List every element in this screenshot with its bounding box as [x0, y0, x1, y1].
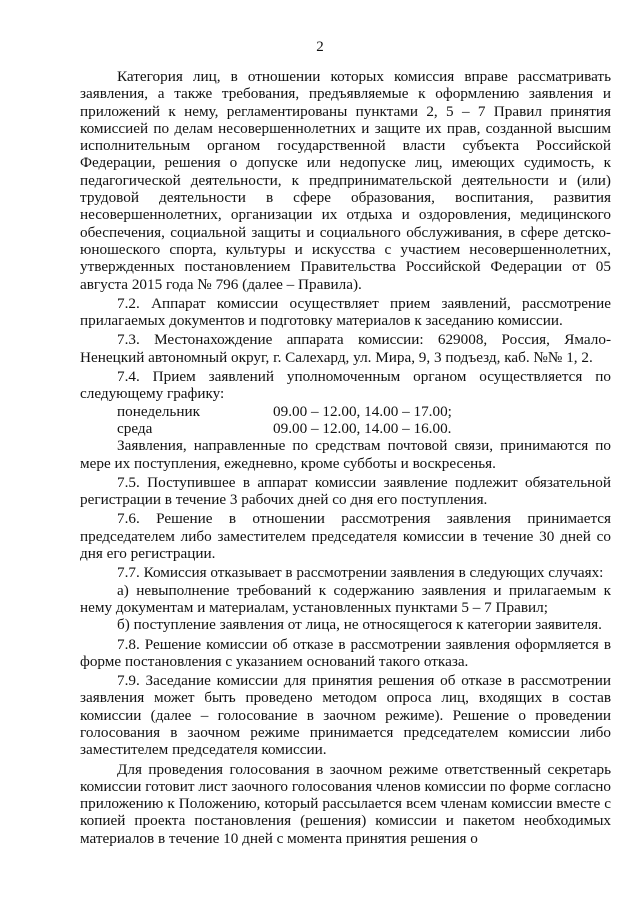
paragraph-applicant-category: Категория лиц, в отношении которых комиссия вправе рассматривать заявления, а также требования, предъявляемые к оформлению заявления и приложений к нему, регламентированы пунктами 2, 5 – 7 Правил принятия комиссией по делам несовершеннолетних и защите их прав, созданной высшим исполнительным органом государственной власти субъекта Российской Федерации, решения о допуске или недопуске лиц, имеющих судимость, к педагогической деятельности, к предпринимательской деятельности и (или) трудовой деятельности в сфере образования, воспитания, развития несовершеннолетних, организации их отдыха и оздоровления, медицинского обеспечения, социальной защиты и социального обслуживания, в сфере детско-юношеского спорта, культуры и искусства с участием несовершеннолетних, утвержденных постановлением Правительства Российской Федерации от 05 августа 2015 года № 796 (далее – Правила).	[80, 68, 611, 293]
paragraph-7-2: 7.2. Аппарат комиссии осуществляет прием заявлений, рассмотрение прилагаемых документов и подготовку материалов к заседанию комиссии.	[80, 294, 611, 330]
reception-schedule	[80, 403, 611, 438]
schedule-row	[80, 403, 611, 420]
paragraph-7-6: 7.6. Решение в отношении рассмотрения заявления принимается председателем либо заместителем председателя комиссии в течение 30 дней со дня его регистрации.	[80, 510, 611, 563]
paragraph-7-7: 7.7. Комиссия отказывает в рассмотрении заявления в следующих случаях:	[117, 564, 604, 582]
document-body	[80, 68, 611, 847]
paragraph-mail-applications: Заявления, направленные по средствам почтовой связи, принимаются по мере их поступления, ежедневно, кроме субботы и воскресенья.	[80, 437, 611, 472]
paragraph-7-5: 7.5. Поступившее в аппарат комиссии заявление подлежит обязательной регистрации в течение 3 рабочих дней со дня его поступления.	[80, 473, 611, 509]
schedule-day: среда	[117, 419, 153, 437]
paragraph-7-3: 7.3. Местонахождение аппарата комиссии: 629008, Россия, Ямало-Ненецкий автономный округ, г. Салехард, ул. Мира, 9, 3 подъезд, каб. №№ 1, 2.	[80, 331, 611, 366]
paragraph-7-9: 7.9. Заседание комиссии для принятия решения об отказе в рассмотрении заявления может быть проведено методом опроса лиц, входящих в состав комиссии (далее – голосование в заочном режиме). Решение о проведении голосования в заочном режиме принимается председателем комиссии либо заместителем председателя комиссии.	[80, 672, 611, 759]
schedule-row	[80, 420, 611, 437]
schedule-day: понедельник	[117, 402, 200, 420]
paragraph-7-4: 7.4. Прием заявлений уполномоченным органом осуществляется по следующему графику:	[80, 368, 611, 403]
paragraph-7-7-b: б) поступление заявления от лица, не относящегося к категории заявителя.	[117, 616, 602, 634]
schedule-time: 09.00 – 12.00, 14.00 – 17.00;	[273, 402, 452, 420]
paragraph-absentee-voting: Для проведения голосования в заочном режиме ответственный секретарь комиссии готовит лист заочного голосования членов комиссии по форме согласно приложению к Положению, который рассылается всем членам комиссии вместе с копией проекта постановления (решения) комиссии и пакетом необходимых материалов в течение 10 дней с момента принятия решения о	[80, 760, 611, 847]
paragraph-7-8: 7.8. Решение комиссии об отказе в рассмотрении заявления оформляется в форме постановления с указанием оснований такого отказа.	[80, 635, 611, 670]
page-number: 2	[316, 39, 324, 55]
paragraph-7-7-a: а) невыполнение требований к содержанию заявления и прилагаемым к нему документам и материалам, установленных пунктами 5 – 7 Правил;	[80, 581, 611, 616]
schedule-time: 09.00 – 12.00, 14.00 – 16.00.	[273, 419, 452, 437]
